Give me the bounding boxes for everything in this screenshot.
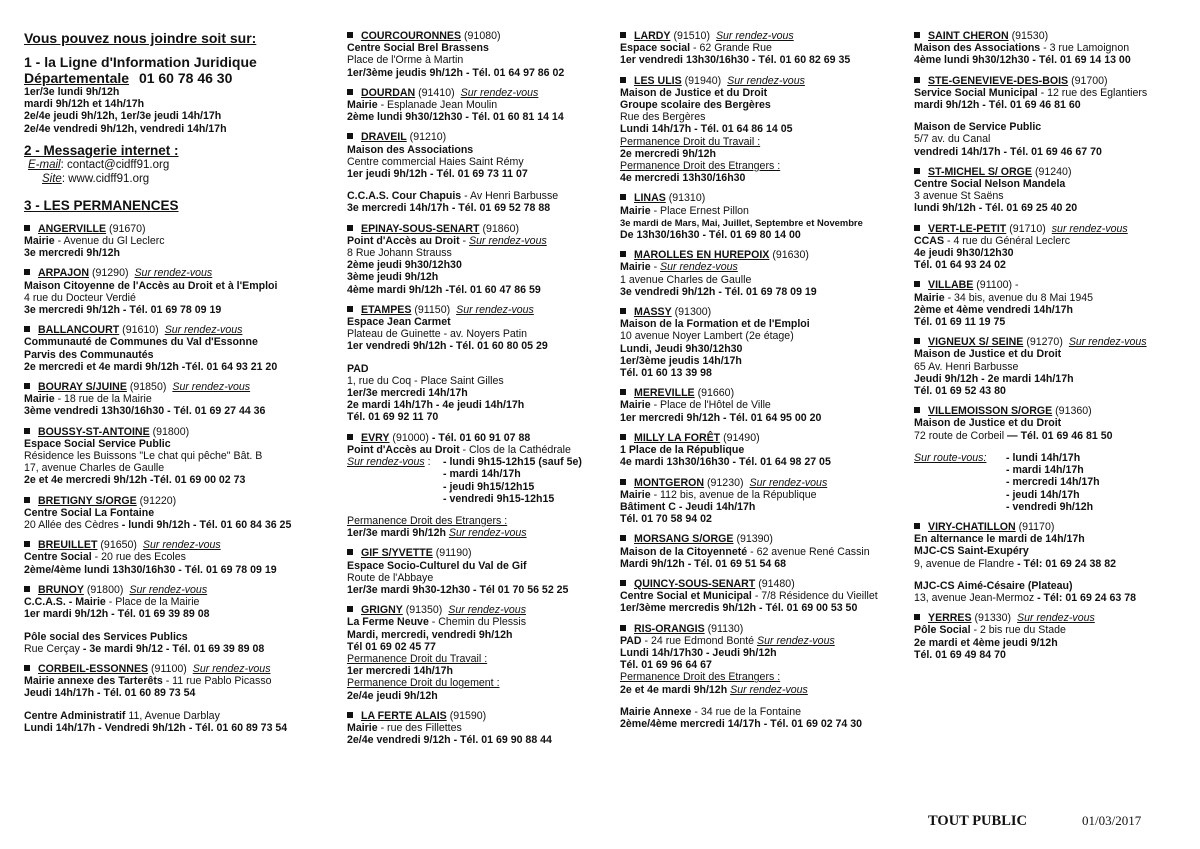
section-2-title: 2 - Messagerie internet :: [24, 142, 179, 158]
entry-morsang: MORSANG S/ORGE (91390) Maison de la Citoyenneté - 62 avenue René Cassin Mardi 9h/12h - Tél. 01 69 51 54 68: [620, 533, 870, 570]
entry-vertlepetit: VERT-LE-PETIT (91710) sur rendez-vous CCAS - 4 rue du Général Leclerc 4e jeudi 9h30/12h30 Tél. 01 64 93 24 02: [914, 222, 1128, 272]
website-link[interactable]: : www.cidff91.org: [61, 172, 150, 185]
entry-evry: EVRY (91000) - Tél. 01 60 91 07 88 Point d'Accès au Droit - Clos de la Cathédrale Sur rendez-vous : - lundi 9h15-12h15 (sauf 5e) - mardi 14h/17h - jeudi 9h15/12h15 - vendredi 9h15-12h15 Permanence Droit des Etrangers : 1er/3e mardi 9h/12h Sur rendez-vous: [347, 431, 582, 540]
entry-laferte: LA FERTE ALAIS (91590) Mairie - rue des Fillettes 2e/4e vendredi 9/12h - Tél. 01 69 90 88 44: [347, 709, 552, 747]
entry-brunoy: BRUNOY (91800) Sur rendez-vous C.C.A.S. - Mairie - Place de la Mairie 1er mardi 9h/12h - Tél. 01 69 39 89 08 Pôle social des Services Publics Rue Cerçay - 3e mardi 9h/12 - Tél. 01 69 39 89 08: [24, 583, 265, 655]
entry-marolles: MAROLLES EN HUREPOIX (91630) Mairie - Sur rendez-vous 1 avenue Charles de Gaulle 3e vendredi 9h/12h - Tél. 01 69 78 09 19: [620, 249, 817, 298]
entry-breuillet: BREUILLET (91650) Sur rendez-vous Centre Social - 20 rue des Ecoles 2ème/4ème lundi 13h30/16h30 - Tél. 01 69 78 09 19: [24, 539, 277, 576]
contact-heading: Vous pouvez nous joindre soit sur:: [24, 30, 257, 46]
entry-stmichel: ST-MICHEL S/ ORGE (91240) Centre Social Nelson Mandela 3 avenue St Saëns lundi 9h/12h - Tél. 01 69 25 40 20: [914, 165, 1078, 215]
column-1: [24, 30, 324, 742]
email-link[interactable]: : contact@cidff91.org: [60, 158, 170, 171]
audience-label: TOUT PUBLIC: [928, 813, 1027, 829]
entry-stegenevieve: STE-GENEVIEVE-DES-BOIS (91700) Service Social Municipal - 12 rue des Eglantiers mardi 9h/12h - Tél. 01 69 46 81 60 Maison de Service Public 5/7 av. du Canal vendredi 14h/17h - Tél. 01 69 46 67 70: [914, 74, 1148, 158]
entry-epinay: EPINAY-SOUS-SENART (91860) Point d'Accès au Droit - Sur rendez-vous 8 Rue Johann Strauss 2ème jeudi 9h30/12h30 3ème jeudi 9h/12h 4ème mardi 9h/12h -Tél. 01 60 47 86 59: [347, 222, 547, 296]
column-3: [620, 30, 895, 738]
entry-milly: MILLY LA FORÊT (91490) 1 Place de la République 4e mardi 13h30/16h30 - Tél. 01 64 98 27 05: [620, 431, 831, 469]
entry-vigneux: VIGNEUX S/ SEINE (91270) Sur rendez-vous Maison de Justice et du Droit 65 Av. Henri Barbusse Jeudi 9h/12h - 2e mardi 14h/17h Tél. 01 69 52 43 80: [914, 336, 1147, 398]
entry-arpajon: ARPAJON (91290) Sur rendez-vous Maison Citoyenne de l'Accès au Droit et à l'Emploi 4 rue du Docteur Verdié 3e mercredi 9h/12h - Tél. 01 69 78 09 19: [24, 267, 278, 317]
info-line-hours: 1er/3e lundi 9h/12h mardi 9h/12h et 14h/17h 2e/4e jeudi 9h/12h, 1er/3e jeudi 14h/17h 2e/4e vendredi 9h/12h, vendredi 14h/17h: [24, 86, 227, 135]
entry-courcouronnes: COURCOURONNES (91080) Centre Social Brel Brassens Place de l'Orme à Martin 1er/3ème jeudis 9h/12h - Tél. 01 64 97 86 02: [347, 30, 565, 79]
entry-mereville: MEREVILLE (91660) Mairie - Place de l'Hôtel de Ville 1er mercredi 9h/12h - Tél. 01 64 95 00 20: [620, 387, 822, 424]
entry-ris: RIS-ORANGIS (91130) PAD - 24 rue Edmond Bonté Sur rendez-vous Lundi 14h/17h30 - Jeudi 9h/12h Tél. 01 69 96 64 67 Permanence Droit des Etrangers : 2e et 4e mardi 9h/12h Sur rendez-vous Mairie Annexe - 34 rue de la Fontaine 2ème/4ème mercredi 14/17h - Tél. 01 69 02 74 30: [620, 622, 863, 730]
column-2: [347, 30, 609, 754]
entry-grigny: GRIGNY (91350) Sur rendez-vous La Ferme Neuve - Chemin du Plessis Mardi, mercredi, vendredi 9h/12h Tél 01 69 02 45 77 Permanence Droit du Travail : 1er mercredi 14h/17h Permanence Droit du logement : 2e/4e jeudi 9h/12h: [347, 604, 526, 702]
entry-villemoisson: VILLEMOISSON S/ORGE (91360) Maison de Justice et du Droit 72 route de Corbeil — Tél. 01 69 46 81 50 Sur route-vous: - lundi 14h/17h - mardi 14h/17h - mercredi 14h/17h - jeudi 14h/17h - vendredi 9h/12h: [914, 405, 1113, 513]
entry-bouray: BOURAY S/JUINE (91850) Sur rendez-vous Mairie - 18 rue de la Mairie 3ème vendredi 13h30/16h30 - Tél. 01 69 27 44 36: [24, 381, 266, 418]
column-4: [914, 30, 1184, 669]
section-3-title: 3 - LES PERMANENCES: [24, 197, 179, 213]
entry-massy: MASSY (91300) Maison de la Formation et de l'Emploi 10 avenue Noyer Lambert (2e étage) Lundi, Jeudi 9h30/12h30 1er/3ème jeudis 14h/17h Tél. 01 60 13 39 98: [620, 306, 810, 380]
section-1-title: 1 - la Ligne d'Information Juridique Départementale 01 60 78 46 30: [24, 54, 257, 86]
entry-etampes: ETAMPES (91150) Sur rendez-vous Espace Jean Carmet Plateau de Guinette - av. Noyers Patin 1er vendredi 9h/12h - Tél. 01 60 80 05 29 PAD 1, rue du Coq - Place Saint Gilles 1er/3e mercredi 14h/17h 2e mardi 14h/17h - 4e jeudi 14h/17h Tél. 01 69 92 11 70: [347, 303, 548, 424]
info-line-phone: 01 60 78 46 30: [138, 70, 233, 86]
entry-montgeron: MONTGERON (91230) Sur rendez-vous Mairie - 112 bis, avenue de la République Bâtiment C - Jeudi 14h/17h Tél. 01 70 58 94 02: [620, 476, 828, 526]
entry-bretigny: BRETIGNY S/ORGE (91220) Centre Social La Fontaine 20 Allée des Cèdres - lundi 9h/12h - Tél. 01 60 84 36 25: [24, 494, 292, 532]
entry-corbeil: CORBEIL-ESSONNES (91100) Sur rendez-vous Mairie annexe des Tarterêts - 11 rue Pablo Picasso Jeudi 14h/17h - Tél. 01 60 89 73 54 Centre Administratif 11, Avenue Darblay Lundi 14h/17h - Vendredi 9h/12h - Tél. 01 60 89 73 54: [24, 662, 288, 734]
entry-gif: GIF S/YVETTE (91190) Espace Socio-Culturel du Val de Gif Route de l'Abbaye 1er/3e mardi 9h30-12h30 - Tél 01 70 56 52 25: [347, 547, 569, 596]
entry-lesulis: LES ULIS (91940) Sur rendez-vous Maison de Justice et du Droit Groupe scolaire des Bergères Rue des Bergères Lundi 14h/17h - Tél. 01 64 86 14 05 Permanence Droit du Travail : 2e mercredi 9h/12h Permanence Droit des Etrangers : 4e mercredi 13h30/16h30: [620, 74, 805, 185]
entry-dourdan: DOURDAN (91410) Sur rendez-vous Mairie - Esplanade Jean Moulin 2ème lundi 9h30/12h30 - Tél. 01 60 81 14 14: [347, 86, 564, 124]
entry-lardy: LARDY (91510) Sur rendez-vous Espace social - 62 Grande Rue 1er vendredi 13h30/16h30 - Tél. 01 60 82 69 35: [620, 30, 851, 67]
entry-ballancourt: BALLANCOURT (91610) Sur rendez-vous Communauté de Communes du Val d'Essonne Parvis des Communautés 2e mercredi et 4e mardi 9h/12h -Tél. 01 64 93 21 20: [24, 324, 278, 373]
document-date: 01/03/2017: [1082, 813, 1142, 828]
entry-quincy: QUINCY-SOUS-SENART (91480) Centre Social et Municipal - 7/8 Résidence du Vieillet 1er/3ème mercredis 9h/12h - Tél. 01 69 00 53 50: [620, 577, 878, 615]
entry-boussy: BOUSSY-ST-ANTOINE (91800) Espace Social Service Public Résidence les Buissons "Le chat qui pêche" Bât. B 17, avenue Charles de Gaulle 2e et 4e mercredi 9h/12h -Tél. 01 69 00 02 73: [24, 425, 263, 487]
entry-angerville: ANGERVILLE (91670) Mairie - Avenue du Gl Leclerc 3e mercredi 9h/12h: [24, 222, 165, 260]
entry-viry: VIRY-CHATILLON (91170) En alternance le mardi de 14h/17h MJC-CS Saint-Exupéry 9, avenue de Flandre - Tél: 01 69 24 38 82 MJC-CS Aimé-Césaire (Plateau) 13, avenue Jean-Mermoz - Tél: 01 69 24 63 78: [914, 520, 1137, 604]
entry-draveil: DRAVEIL (91210) Maison des Associations Centre commercial Haies Saint Rémy 1er jeudi 9h/12h - Tél. 01 69 73 11 07 C.C.A.S. Cour Chapuis - Av Henri Barbusse 3e mercredi 14h/17h - Tél. 01 69 52 78 88: [347, 131, 559, 215]
entry-villabe: VILLABE (91100) - Mairie - 34 bis, avenue du 8 Mai 1945 2ème et 4ème vendredi 14h/17h Tél. 01 69 11 19 75: [914, 279, 1094, 329]
entry-linas: LINAS (91310) Mairie - Place Ernest Pillon 3e mardi de Mars, Mai, Juillet, Septembre et Novembre De 13h30/16h30 - Tél. 01 69 80 14 00: [620, 192, 863, 242]
entry-yerres: YERRES (91330) Sur rendez-vous Pôle Social - 2 bis rue du Stade 2e mardi et 4ème jeudi 9/12h Tél. 01 69 49 84 70: [914, 612, 1095, 661]
entry-saintcheron: SAINT CHERON (91530) Maison des Associations - 3 rue Lamoignon 4ème lundi 9h30/12h30 - Tél. 01 69 14 13 00: [914, 30, 1131, 67]
internet-contacts: E-mail: contact@cidff91.org Site: www.cidff91.org: [28, 158, 170, 185]
